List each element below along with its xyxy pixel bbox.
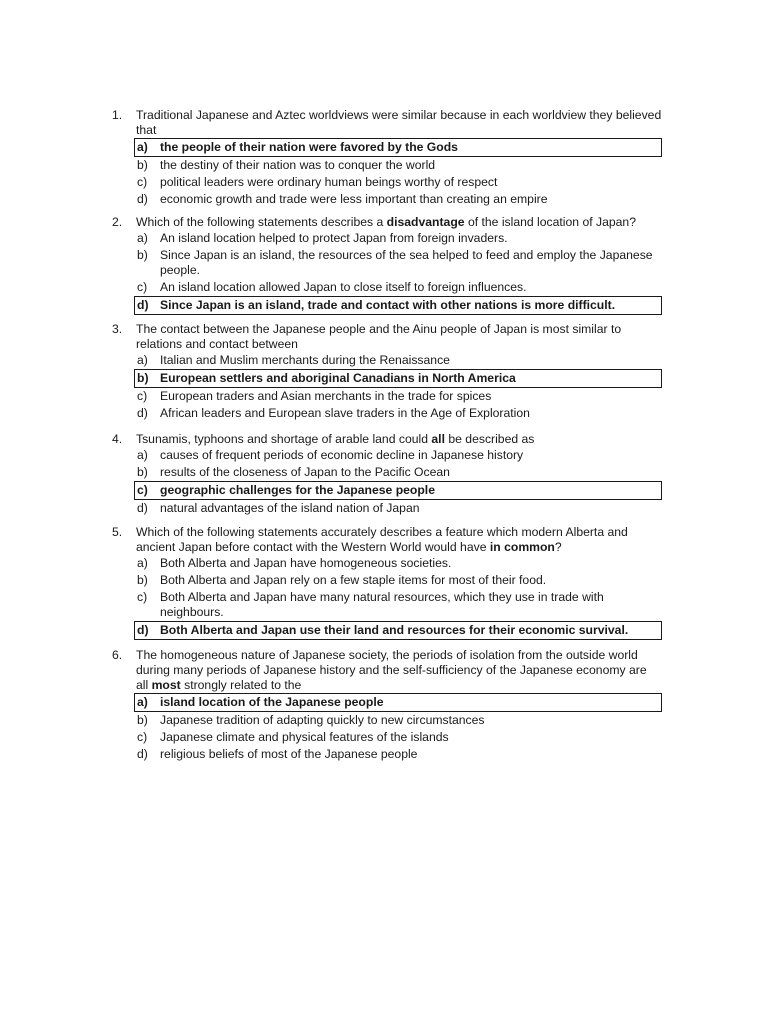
option-letter: a) [137, 556, 148, 570]
option-letter: d) [137, 501, 148, 515]
question-number: 5. [112, 525, 123, 539]
option-letter: a) [137, 231, 148, 245]
option-d-answer [134, 621, 662, 640]
option-letter: b) [137, 248, 148, 262]
option-text: Both Alberta and Japan have homogeneous societies. [160, 556, 452, 570]
question-stem [112, 215, 662, 230]
option-text: natural advantages of the island nation of Japan [160, 501, 420, 515]
option-text: economic growth and trade were less important than creating an empire [160, 192, 548, 206]
option-text: Japanese climate and physical features of the islands [160, 730, 449, 744]
question-number: 6. [112, 648, 123, 662]
option-d [134, 405, 662, 422]
option-c [134, 279, 662, 296]
question-stem [112, 648, 662, 693]
question-stem [112, 525, 662, 555]
option-letter: c) [137, 280, 148, 294]
option-letter: b) [137, 573, 148, 587]
question-number: 3. [112, 322, 123, 336]
question-number: 1. [112, 108, 123, 122]
question-3 [112, 322, 662, 422]
option-text: Both Alberta and Japan use their land and resources for their economic survival. [160, 623, 629, 637]
option-b [134, 247, 662, 279]
option-text: the people of their nation were favored by the Gods [160, 140, 458, 154]
option-letter: a) [137, 448, 148, 462]
option-text: island location of the Japanese people [160, 695, 384, 709]
question-1 [112, 108, 662, 208]
option-c-answer [134, 481, 662, 500]
option-letter: b) [137, 465, 148, 479]
question-text: The homogeneous nature of Japanese society, the periods of isolation from the outside world during many periods of Japanese history and the self-sufficiency of the Japanese economy are all most strongly related to the [136, 648, 647, 692]
option-text: the destiny of their nation was to conquer the world [160, 158, 436, 172]
question-stem [112, 108, 662, 138]
question-2 [112, 215, 662, 315]
option-text: Japanese tradition of adapting quickly to new circumstances [160, 713, 485, 727]
option-letter: b) [137, 371, 149, 385]
question-5 [112, 525, 662, 640]
option-letter: b) [137, 713, 148, 727]
question-text: Which of the following statements describes a disadvantage of the island location of Japan? [136, 215, 636, 229]
question-text: The contact between the Japanese people and the Ainu people of Japan is most similar to relations and contact between [136, 322, 622, 351]
option-letter: b) [137, 158, 148, 172]
option-text: European settlers and aboriginal Canadians in North America [160, 371, 516, 385]
question-text: Tsunamis, typhoons and shortage of arable land could all be described as [136, 432, 535, 446]
option-letter: d) [137, 623, 149, 637]
question-6 [112, 648, 662, 763]
option-text: Both Alberta and Japan have many natural resources, which they use in trade with neighbours. [160, 590, 604, 619]
option-text: European traders and Asian merchants in the trade for spices [160, 389, 492, 403]
option-a [134, 447, 662, 464]
option-a [134, 555, 662, 572]
option-c [134, 388, 662, 405]
option-letter: d) [137, 406, 148, 420]
option-text: Since Japan is an island, the resources of the sea helped to feed and employ the Japanese people. [160, 248, 653, 277]
option-text: African leaders and European slave traders in the Age of Exploration [160, 406, 530, 420]
option-b-answer [134, 369, 662, 388]
option-c [134, 589, 662, 621]
option-text: An island location allowed Japan to close itself to foreign influences. [160, 280, 527, 294]
option-letter: d) [137, 747, 148, 761]
option-b [134, 157, 662, 174]
question-number: 4. [112, 432, 123, 446]
option-text: An island location helped to protect Japan from foreign invaders. [160, 231, 508, 245]
option-a-answer [134, 693, 662, 712]
option-text: Both Alberta and Japan rely on a few staple items for most of their food. [160, 573, 547, 587]
option-letter: a) [137, 353, 148, 367]
option-d [134, 191, 662, 208]
question-stem [112, 432, 662, 447]
option-letter: c) [137, 389, 148, 403]
option-text: political leaders were ordinary human beings worthy of respect [160, 175, 498, 189]
option-text: Since Japan is an island, trade and contact with other nations is more difficult. [160, 298, 616, 312]
option-letter: a) [137, 140, 148, 154]
question-stem [112, 322, 662, 352]
question-text: Traditional Japanese and Aztec worldviews were similar because in each worldview they believed that [136, 108, 662, 137]
question-4 [112, 432, 662, 517]
option-d [134, 500, 662, 517]
option-b [134, 712, 662, 729]
option-a [134, 230, 662, 247]
option-c [134, 174, 662, 191]
option-a [134, 352, 662, 369]
option-b [134, 464, 662, 481]
option-b [134, 572, 662, 589]
option-letter: c) [137, 590, 148, 604]
option-c [134, 729, 662, 746]
option-text: religious beliefs of most of the Japanese people [160, 747, 418, 761]
option-d-answer [134, 296, 662, 315]
option-letter: d) [137, 192, 148, 206]
option-text: Italian and Muslim merchants during the Renaissance [160, 353, 450, 367]
option-letter: c) [137, 175, 148, 189]
option-text: geographic challenges for the Japanese people [160, 483, 435, 497]
option-text: results of the closeness of Japan to the Pacific Ocean [160, 465, 450, 479]
option-letter: d) [137, 298, 149, 312]
option-text: causes of frequent periods of economic decline in Japanese history [160, 448, 524, 462]
option-a-answer [134, 138, 662, 157]
option-letter: c) [137, 730, 148, 744]
option-d [134, 746, 662, 763]
option-letter: a) [137, 695, 148, 709]
question-number: 2. [112, 215, 123, 229]
question-text: Which of the following statements accurately describes a feature which modern Alberta and ancient Japan before contact with the Western World would have in common? [136, 525, 628, 554]
option-letter: c) [137, 483, 148, 497]
